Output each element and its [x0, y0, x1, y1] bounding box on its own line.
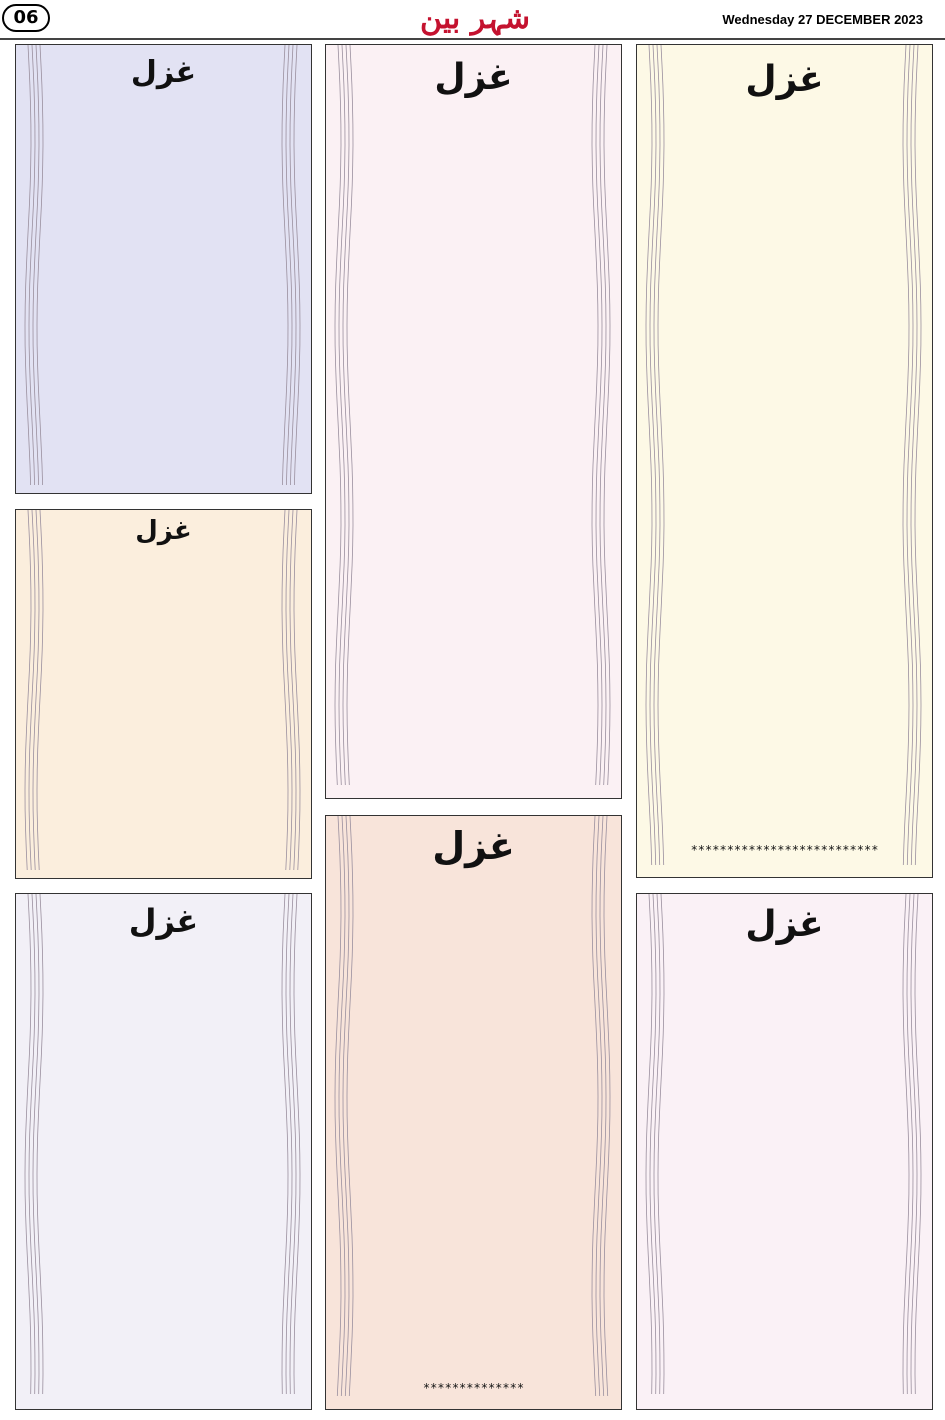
- decorative-border: [281, 510, 303, 878]
- border-line: [596, 816, 602, 1396]
- border-line: [37, 45, 43, 485]
- border-line: [604, 45, 610, 785]
- ghazal-title: غزل: [135, 516, 192, 546]
- decorative-border: [281, 894, 303, 1409]
- border-line: [25, 894, 31, 1394]
- header-rule: [0, 38, 945, 40]
- border-line: [282, 510, 288, 870]
- border-line: [294, 510, 300, 870]
- decorative-border: [591, 45, 613, 798]
- border-line: [335, 45, 341, 785]
- ghazal-title: غزل: [745, 59, 824, 100]
- border-line: [335, 816, 341, 1396]
- border-line: [604, 816, 610, 1396]
- border-line: [915, 894, 921, 1394]
- ghazal-end-stars: **************: [422, 1381, 525, 1395]
- ghazal-box-6: [325, 815, 622, 1410]
- border-line: [600, 816, 606, 1396]
- ghazal-box-7: [636, 893, 933, 1410]
- page-header: [0, 0, 945, 40]
- border-line: [37, 510, 43, 870]
- decorative-border: [24, 45, 46, 493]
- border-line: [286, 510, 292, 870]
- border-line: [29, 510, 35, 870]
- border-line: [592, 45, 598, 785]
- border-line: [347, 45, 353, 785]
- border-line: [646, 45, 652, 865]
- ghazal-box-2: [325, 44, 622, 799]
- ghazal-box-5: [15, 893, 312, 1410]
- decorative-border: [24, 894, 46, 1409]
- decorative-border: [281, 45, 303, 493]
- border-line: [596, 45, 602, 785]
- ghazal-title: غزل: [130, 55, 197, 90]
- decorative-border: [645, 894, 667, 1409]
- ghazal-box-4: [15, 509, 312, 879]
- border-line: [646, 894, 652, 1394]
- border-line: [33, 510, 39, 870]
- ghazal-title: غزل: [432, 824, 515, 868]
- decorative-border: [334, 816, 356, 1409]
- ghazal-title: غزل: [745, 904, 824, 945]
- border-line: [600, 45, 606, 785]
- border-line: [290, 510, 296, 870]
- decorative-border: [591, 816, 613, 1409]
- ghazal-title: غزل: [434, 57, 513, 98]
- page-number: 06: [2, 4, 50, 32]
- newspaper-masthead: شہر بین: [420, 1, 530, 36]
- border-line: [294, 894, 300, 1394]
- decorative-border: [902, 894, 924, 1409]
- ghazal-end-stars: **************************: [690, 843, 879, 857]
- ghazal-box-3: [636, 44, 933, 878]
- border-line: [343, 45, 349, 785]
- issue-date: Wednesday 27 DECEMBER 2023: [722, 12, 923, 27]
- decorative-border: [902, 45, 924, 877]
- border-line: [347, 816, 353, 1396]
- decorative-border: [334, 45, 356, 798]
- decorative-border: [24, 510, 46, 878]
- border-line: [282, 45, 288, 485]
- border-line: [339, 45, 345, 785]
- decorative-border: [645, 45, 667, 877]
- border-line: [915, 45, 921, 865]
- ghazal-title: غزل: [128, 902, 199, 940]
- border-line: [339, 816, 345, 1396]
- border-line: [592, 816, 598, 1396]
- border-line: [343, 816, 349, 1396]
- ghazal-box-1: [15, 44, 312, 494]
- border-line: [25, 510, 31, 870]
